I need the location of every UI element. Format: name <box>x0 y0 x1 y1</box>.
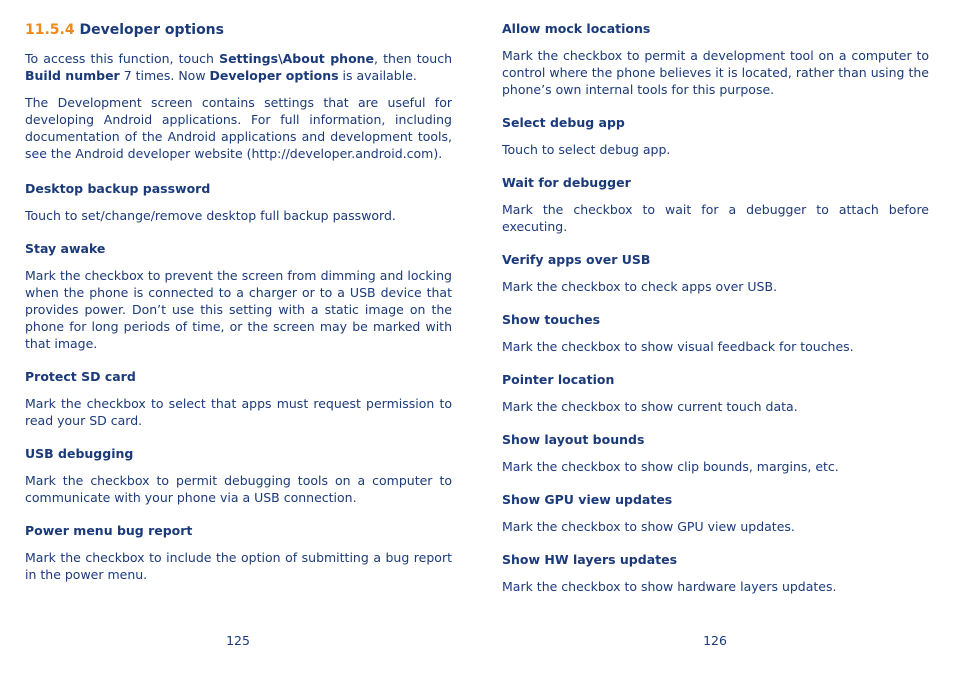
item-text-verify-apps-over-usb: Mark the checkbox to check apps over USB. <box>502 279 778 294</box>
item-text-protect-sd-card: Mark the checkbox to select that apps must request permission to read your SD card. <box>25 396 452 428</box>
item-text-power-menu-bug-report: Mark the checkbox to include the option of submitting a bug report in the power menu. <box>25 550 452 582</box>
item-title-select-debug-app: Select debug app <box>502 115 625 130</box>
item-text-show-touches: Mark the checkbox to show visual feedback for touches. <box>502 339 854 354</box>
left-page <box>25 20 452 599</box>
item-text-usb-debugging: Mark the checkbox to permit debugging tools on a computer to communicate with your phone via a USB connection. <box>25 473 452 505</box>
item-title-power-menu-bug-report: Power menu bug report <box>25 523 193 538</box>
item-text-show-hw-layers-updates: Mark the checkbox to show hardware layers updates. <box>502 579 837 594</box>
item-text-show-gpu-view-updates: Mark the checkbox to show GPU view updates. <box>502 519 795 534</box>
intro-paragraph <box>25 50 452 84</box>
intro-text-3: 7 times. Now <box>119 68 210 83</box>
item-title-show-touches: Show touches <box>502 312 601 327</box>
item-text-allow-mock-locations: Mark the checkbox to permit a development tool on a computer to control where the phone believes it is located, rather than using the phone’s own internal tools for this purpose. <box>502 48 929 97</box>
intro-text-1: To access this function, touch <box>25 51 220 66</box>
item-title-desktop-backup-password: Desktop backup password <box>25 181 211 196</box>
item-text-stay-awake: Mark the checkbox to prevent the screen from dimming and locking when the phone is connected to a charger or to a USB device that provides power. Don’t use this setting with a static image on the phone for long periods of time, or the screen may be marked with that image. <box>25 268 452 351</box>
item-text-wait-for-debugger: Mark the checkbox to wait for a debugger to attach before executing. <box>502 202 929 234</box>
item-title-usb-debugging: USB debugging <box>25 446 134 461</box>
item-title-verify-apps-over-usb: Verify apps over USB <box>502 252 651 267</box>
item-title-protect-sd-card: Protect SD card <box>25 369 136 384</box>
item-text-show-layout-bounds: Mark the checkbox to show clip bounds, margins, etc. <box>502 459 839 474</box>
development-paragraph: The Development screen contains settings that are useful for developing Android applications. For full information, including documentation of the Android applications and development tools, see the Android developer website (http://developer.android.com). <box>25 95 452 161</box>
item-text-pointer-location: Mark the checkbox to show current touch data. <box>502 399 798 414</box>
section-title: Developer options <box>79 22 224 38</box>
intro-text-4: is available. <box>338 68 417 83</box>
item-title-show-hw-layers-updates: Show HW layers updates <box>502 552 678 567</box>
intro-bold-build-number: Build number <box>25 68 120 83</box>
section-number: 11.5.4 <box>25 22 75 38</box>
page-number-right: 126 <box>703 633 727 648</box>
page-number-left: 125 <box>226 633 250 648</box>
item-title-pointer-location: Pointer location <box>502 372 615 387</box>
item-title-stay-awake: Stay awake <box>25 241 106 256</box>
item-title-show-layout-bounds: Show layout bounds <box>502 432 645 447</box>
section-heading <box>25 20 452 40</box>
item-title-show-gpu-view-updates: Show GPU view updates <box>502 492 673 507</box>
intro-bold-settings: Settings\About phone <box>219 51 375 66</box>
item-title-allow-mock-locations: Allow mock locations <box>502 21 651 36</box>
item-text-desktop-backup-password: Touch to set/change/remove desktop full backup password. <box>25 208 396 223</box>
right-page <box>502 20 929 611</box>
intro-bold-developer-options: Developer options <box>209 68 339 83</box>
item-text-select-debug-app: Touch to select debug app. <box>502 142 671 157</box>
intro-text-2: , then touch <box>374 51 452 66</box>
item-title-wait-for-debugger: Wait for debugger <box>502 175 631 190</box>
